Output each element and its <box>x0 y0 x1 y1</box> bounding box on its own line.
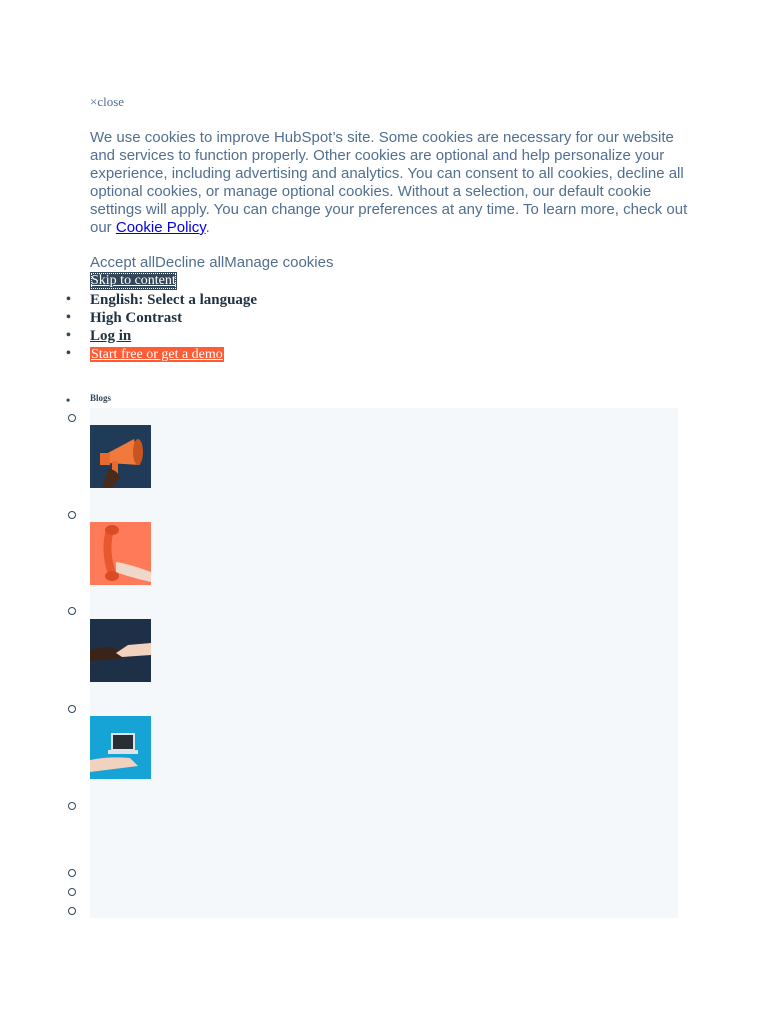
telephone-image[interactable] <box>90 522 151 585</box>
cookie-message-text: We use cookies to improve HubSpot’s site. Some cookies are necessary for our website and services to function properly. Other cookies are optional and help personalize your experience, including advertising and analytics. You can consent to all cookies, decline all optional cookies, or manage optional cookies. Without a selection, our default cookie settings will apply. You can change your preferences at any time. To learn more, check out our <box>90 129 688 236</box>
decline-all-button[interactable]: Decline all <box>155 254 225 271</box>
cta-item <box>66 346 257 364</box>
list-bullet <box>68 607 76 615</box>
utility-nav <box>66 292 257 364</box>
start-free-demo-button[interactable]: Start free or get a demo <box>91 347 223 362</box>
cookie-policy-link[interactable]: Cookie Policy <box>115 219 206 236</box>
list-bullet <box>68 869 76 877</box>
list-bullet <box>68 802 76 810</box>
login-link[interactable]: Log in <box>90 328 132 344</box>
nav-item-blogs[interactable] <box>66 393 111 403</box>
language-selector-label: English: Select a language <box>90 292 258 308</box>
cookie-message <box>90 129 690 237</box>
login-item <box>66 328 257 346</box>
blogs-dropdown-panel <box>66 408 678 918</box>
list-bullet <box>68 907 76 915</box>
accept-all-button[interactable]: Accept all <box>90 254 156 271</box>
high-contrast-label: High Contrast <box>90 310 183 326</box>
laptop-image[interactable] <box>90 716 151 779</box>
cookie-actions <box>90 254 333 271</box>
nav-item-blogs-label: Blogs <box>90 393 112 403</box>
close-banner-button[interactable]: ×close <box>90 94 125 109</box>
manage-cookies-button[interactable]: Manage cookies <box>224 254 334 271</box>
list-bullet <box>68 511 76 519</box>
handshake-image[interactable] <box>90 619 151 682</box>
list-bullet <box>68 888 76 896</box>
high-contrast-toggle[interactable] <box>66 310 257 328</box>
language-selector[interactable] <box>66 292 257 310</box>
list-bullet <box>68 705 76 713</box>
skip-to-content-link[interactable]: Skip to content <box>91 273 176 288</box>
megaphone-image[interactable] <box>90 425 151 488</box>
list-bullet <box>68 414 76 422</box>
cookie-message-period: . <box>205 219 210 236</box>
dropdown-background <box>90 408 678 918</box>
